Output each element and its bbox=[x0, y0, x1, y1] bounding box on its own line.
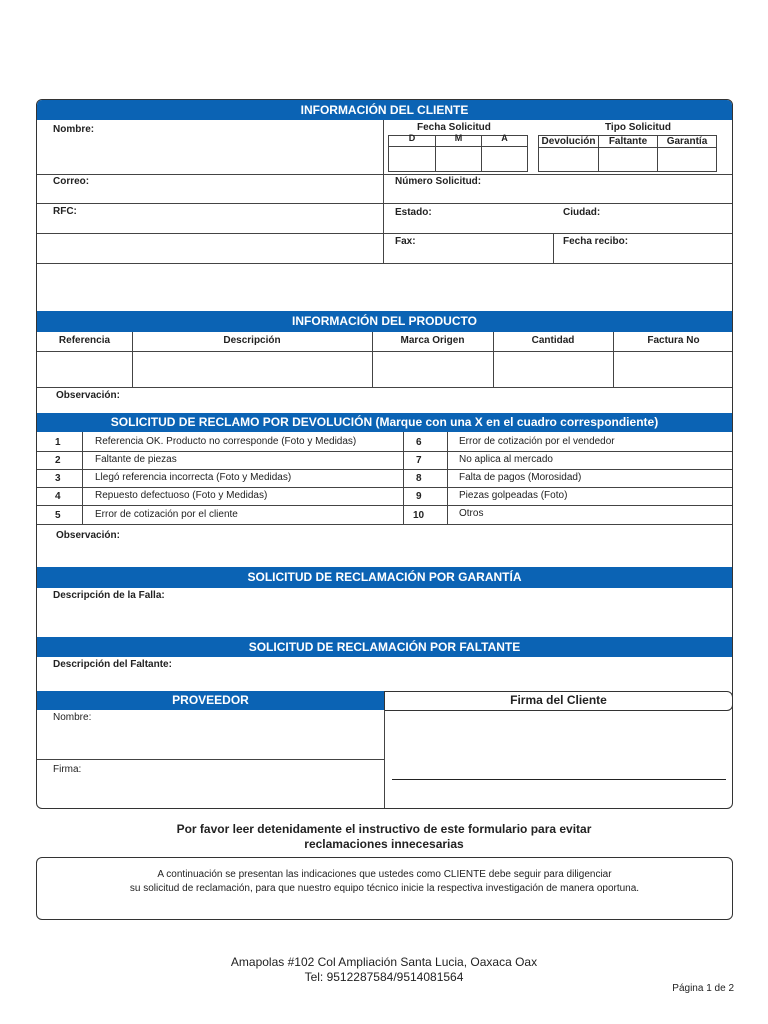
supplier-header: PROVEEDOR bbox=[37, 691, 384, 710]
supplier-signature-label: Firma: bbox=[53, 764, 82, 775]
product-observation-label: Observación: bbox=[56, 390, 120, 401]
missing-claim-header: SOLICITUD DE RECLAMACIÓN POR FALTANTE bbox=[37, 637, 732, 657]
footer-address-block bbox=[0, 955, 768, 985]
warranty-claim-header: SOLICITUD DE RECLAMACIÓN POR GARANTÍA bbox=[37, 567, 732, 588]
client-name-label: Nombre: bbox=[53, 124, 95, 135]
return-option-8-num: 8 bbox=[416, 473, 422, 484]
col-marca-origen: Marca Origen bbox=[400, 335, 465, 346]
col-cantidad: Cantidad bbox=[531, 335, 575, 346]
return-option-1: Referencia OK. Producto no corresponde (Foto y Medidas) bbox=[95, 436, 357, 447]
request-type-label: Tipo Solicitud bbox=[605, 122, 671, 133]
type-faltante-cell[interactable]: Faltante bbox=[598, 135, 658, 172]
return-option-2-num: 2 bbox=[55, 455, 61, 466]
city-label: Ciudad: bbox=[563, 207, 601, 218]
rfc-label: RFC: bbox=[53, 206, 77, 217]
return-option-8: Falta de pagos (Morosidad) bbox=[459, 472, 582, 483]
state-label: Estado: bbox=[395, 207, 432, 218]
client-info-header: INFORMACIÓN DEL CLIENTE bbox=[37, 100, 732, 120]
col-descripcion: Descripción bbox=[223, 335, 281, 346]
date-month-cell[interactable]: M bbox=[435, 135, 482, 172]
footer-phone: Tel: 9512287584/9514081564 bbox=[304, 970, 464, 984]
instructions-box bbox=[36, 857, 733, 920]
page-number: Página 1 de 2 bbox=[672, 983, 734, 994]
col-referencia: Referencia bbox=[58, 335, 111, 346]
missing-description-label: Descripción del Faltante: bbox=[53, 659, 172, 670]
col-factura: Factura No bbox=[647, 335, 700, 346]
client-signature-line[interactable] bbox=[392, 779, 726, 780]
notice-line-2: reclamaciones innecesarias bbox=[304, 837, 464, 851]
type-devolucion-cell[interactable]: Devolución bbox=[538, 135, 599, 172]
return-option-3-num: 3 bbox=[55, 473, 61, 484]
product-info-header: INFORMACIÓN DEL PRODUCTO bbox=[37, 311, 732, 332]
notice bbox=[0, 822, 768, 852]
return-option-10: Otros bbox=[459, 508, 484, 519]
return-option-3: Llegó referencia incorrecta (Foto y Medidas) bbox=[95, 472, 292, 483]
return-option-5-num: 5 bbox=[55, 510, 61, 521]
date-day-cell[interactable]: D bbox=[388, 135, 436, 172]
request-number-label: Número Solicitud: bbox=[395, 176, 482, 187]
client-signature-title: Firma del Cliente bbox=[510, 693, 607, 707]
return-option-7-num: 7 bbox=[416, 455, 422, 466]
failure-description-label: Descripción de la Falla: bbox=[53, 590, 165, 601]
return-option-6-num: 6 bbox=[416, 437, 422, 448]
instructions-line-2: su solicitud de reclamación, para que nuestro equipo técnico inicie la respectiva investigación de manera oportuna. bbox=[129, 883, 640, 894]
request-date-label: Fecha Solicitud bbox=[417, 122, 491, 133]
fax-label: Fax: bbox=[395, 236, 416, 247]
footer-address: Amapolas #102 Col Ampliación Santa Lucia, Oaxaca Oax bbox=[230, 955, 538, 969]
return-option-10-num: 10 bbox=[413, 510, 425, 521]
return-option-9-num: 9 bbox=[416, 491, 422, 502]
return-option-7: No aplica al mercado bbox=[459, 454, 553, 465]
return-option-4: Repuesto defectuoso (Foto y Medidas) bbox=[95, 490, 268, 501]
return-observation-label: Observación: bbox=[56, 530, 120, 541]
return-option-2: Faltante de piezas bbox=[95, 454, 177, 465]
return-claim-header: SOLICITUD DE RECLAMO POR DEVOLUCIÓN (Marque con una X en el cuadro correspondiente) bbox=[37, 413, 732, 432]
type-garantia-cell[interactable]: Garantía bbox=[657, 135, 717, 172]
return-option-6: Error de cotización por el vendedor bbox=[459, 436, 615, 447]
email-label: Correo: bbox=[53, 176, 90, 187]
date-year-cell[interactable]: A bbox=[481, 135, 528, 172]
notice-line-1: Por favor leer detenidamente el instructivo de este formulario para evitar bbox=[176, 822, 592, 836]
received-date-label: Fecha recibo: bbox=[563, 236, 629, 247]
claim-form bbox=[36, 99, 733, 809]
return-option-1-num: 1 bbox=[55, 437, 61, 448]
return-option-4-num: 4 bbox=[55, 491, 61, 502]
instructions-line-1: A continuación se presentan las indicaciones que ustedes como CLIENTE debe seguir para diligenciar bbox=[157, 869, 612, 880]
return-option-5: Error de cotización por el cliente bbox=[95, 509, 238, 520]
supplier-name-label: Nombre: bbox=[53, 712, 92, 723]
return-option-9: Piezas golpeadas (Foto) bbox=[459, 490, 568, 501]
